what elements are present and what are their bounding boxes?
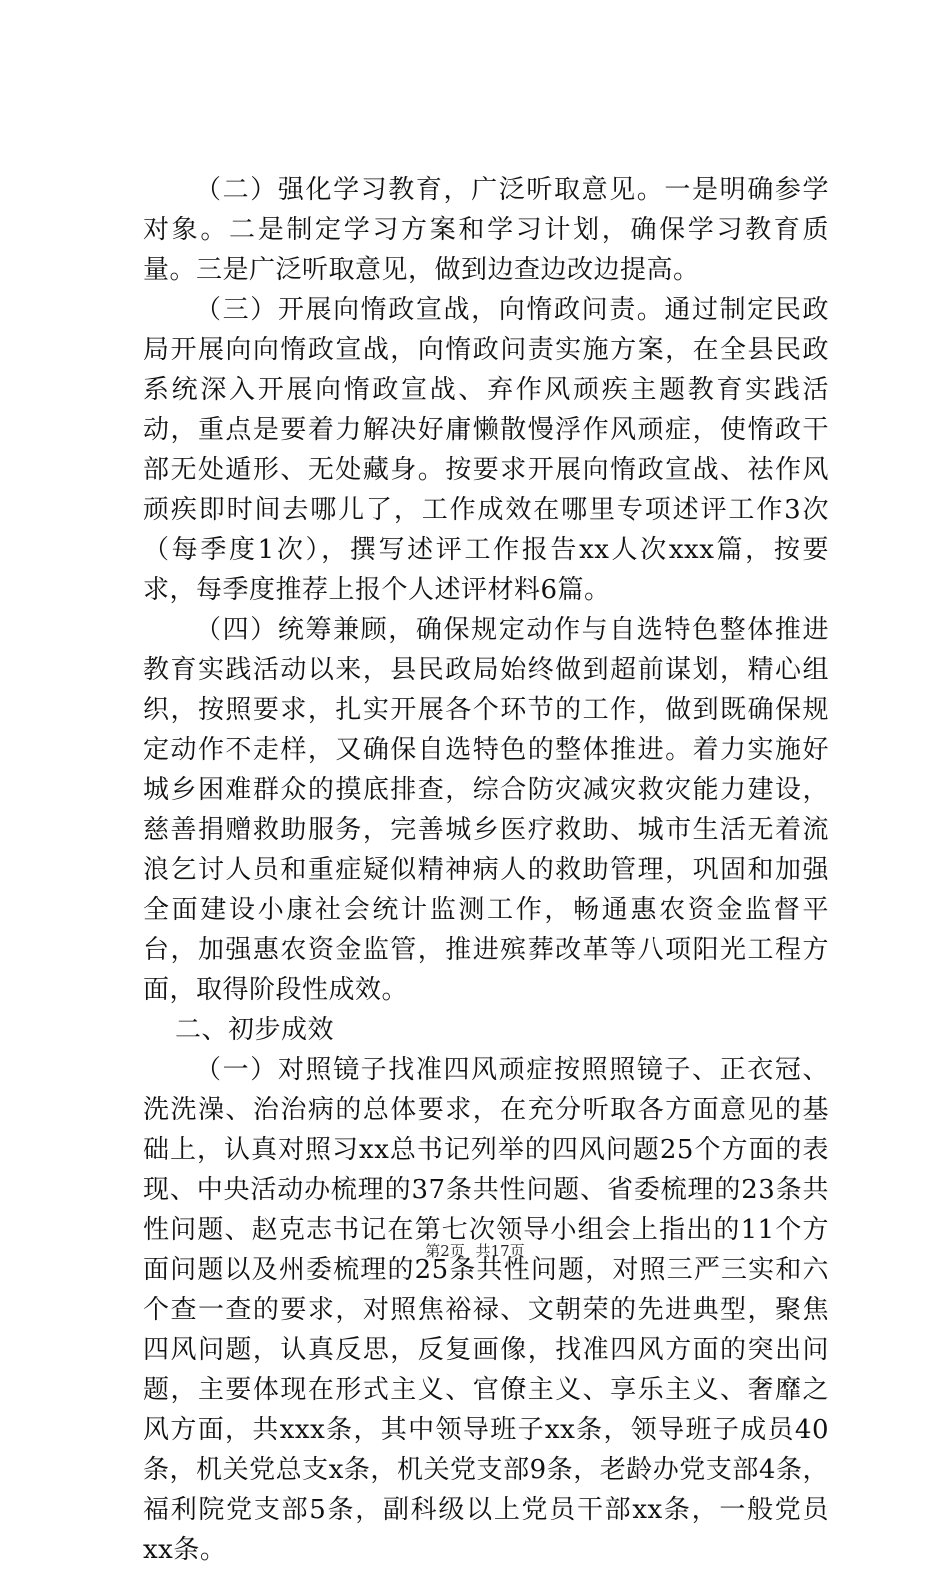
page-number-current: 第2页	[425, 1242, 465, 1260]
paragraph-strengthen-study: （二）强化学习教育，广泛听取意见。一是明确参学对象。二是制定学习方案和学习计划，确保学习教育质量。三是广泛听取意见，做到边查边改边提高。	[143, 175, 829, 285]
document-body	[143, 170, 829, 1570]
section-heading-preliminary-results: 二、初步成效	[175, 1015, 335, 1045]
page-number-total: 共17页	[475, 1242, 525, 1260]
page-footer	[0, 1240, 950, 1261]
paragraph-declare-war-on-lazy-governance: （三）开展向惰政宣战，向惰政问责。通过制定民政局开展向向惰政宣战，向惰政问责实施方案，在全县民政系统深入开展向惰政宣战、弃作风顽疾主题教育实践活动，重点是要着力解决好庸懒散慢浮作风顽症，使惰政干部无处遁形、无处藏身。按要求开展向惰政宣战、祛作风顽疾即时间去哪儿了，工作成效在哪里专项述评工作3次（每季度1次），撰写述评工作报告xx人次xxx篇，按要求，每季度推荐上报个人述评材料6篇。	[143, 295, 829, 605]
paragraph-overall-planning: （四）统筹兼顾，确保规定动作与自选特色整体推进教育实践活动以来，县民政局始终做到超前谋划，精心组织，按照要求，扎实开展各个环节的工作，做到既确保规定动作不走样，又确保自选特色的整体推进。着力实施好城乡困难群众的摸底排查，综合防灾减灾救灾能力建设，慈善捐赠救助服务，完善城乡医疗救助、城市生活无着流浪乞讨人员和重症疑似精神病人的救助管理，巩固和加强全面建设小康社会统计监测工作，畅通惠农资金监督平台，加强惠农资金监管，推进殡葬改革等八项阳光工程方面，取得阶段性成效。	[143, 615, 829, 1005]
paragraph-look-in-mirror: （一）对照镜子找准四风顽症按照照镜子、正衣冠、洗洗澡、治治病的总体要求，在充分听取各方面意见的基础上，认真对照习xx总书记列举的四风问题25个方面的表现、中央活动办梳理的37条共性问题、省委梳理的23条共性问题、赵克志书记在第七次领导小组会上指出的11个方面问题以及州委梳理的25条共性问题，对照三严三实和六个查一查的要求，对照焦裕禄、文朝荣的先进典型，聚焦四风问题，认真反思，反复画像，找准四风方面的突出问题，主要体现在形式主义、官僚主义、享乐主义、奢靡之风方面，共xxx条，其中领导班子xx条，领导班子成员40条，机关党总支x条，机关党支部9条，老龄办党支部4条，福利院党支部5条，副科级以上党员干部xx条，一般党员xx条。	[143, 1055, 829, 1565]
